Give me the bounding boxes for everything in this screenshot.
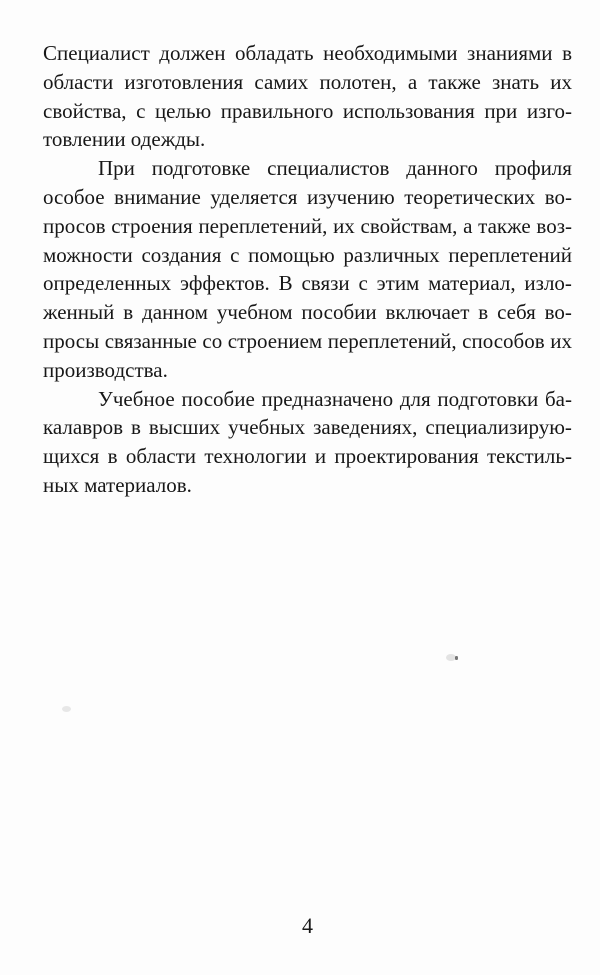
text-line: Учебное пособие предназначено для подготовки ба-	[98, 386, 572, 411]
text-line: просов строения переплетений, их свойствам, а также воз-	[43, 213, 572, 238]
scan-speck	[62, 706, 71, 712]
text-line: определенных эффектов. В связи с этим материал, изло-	[43, 271, 572, 296]
text-line: производства.	[43, 357, 168, 382]
text-line: калавров в высших учебных заведениях, специализирую-	[43, 415, 572, 440]
text-line: области изготовления самих полотен, а также знать их	[43, 69, 572, 94]
text-line: женный в данном учебном пособии включает в себя во-	[43, 300, 572, 325]
paragraph-3	[43, 385, 572, 500]
paragraph-1	[43, 39, 572, 154]
scan-speck	[455, 656, 458, 660]
text-line: Специалист должен обладать необходимыми знаниями в	[43, 41, 572, 65]
text-line: можности создания с помощью различных переплетений	[43, 242, 572, 267]
paragraph-2	[43, 154, 572, 384]
page-text	[43, 39, 572, 500]
page-number: 4	[302, 913, 313, 938]
text-line: товлении одежды.	[43, 127, 206, 152]
text-line: свойства, с целью правильного использования при изго-	[43, 98, 572, 123]
text-line: просы связанные со строением переплетений, способов их	[43, 328, 572, 353]
text-line: ных материалов.	[43, 472, 192, 497]
text-line: При подготовке специалистов данного профиля	[98, 156, 572, 181]
text-line: особое внимание уделяется изучению теоретических во-	[43, 184, 572, 209]
text-line: щихся в области технологии и проектирования текстиль-	[43, 444, 572, 469]
